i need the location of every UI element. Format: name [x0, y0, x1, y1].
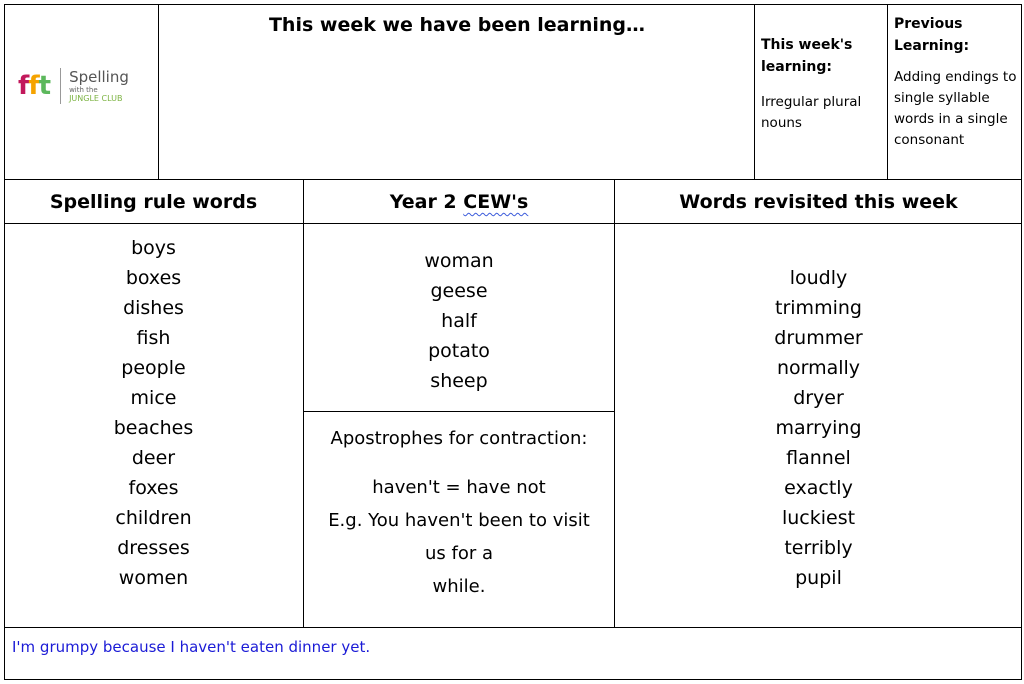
list-item: fish [136, 327, 171, 349]
list-item: sheep [430, 370, 488, 392]
list-item: people [121, 357, 186, 379]
list-item: exactly [784, 477, 853, 499]
list-item: half [441, 310, 477, 332]
list-item: children [115, 507, 192, 529]
revisited-heading: Words revisited this week [679, 191, 958, 213]
divider [4, 223, 1022, 224]
example-sentence: I'm grumpy because I haven't eaten dinner yet. [12, 638, 371, 656]
list-item: beaches [113, 417, 194, 439]
page-title: This week we have been learning… [268, 14, 646, 36]
list-item: foxes [128, 477, 179, 499]
divider [4, 627, 1022, 628]
this-week-learning [761, 34, 883, 134]
list-item: boys [131, 237, 176, 259]
divider [158, 4, 159, 179]
cew-heading-prefix: Year 2 [389, 191, 464, 213]
list-item: trimming [775, 297, 862, 319]
spelling-rule-heading: Spelling rule words [49, 191, 258, 213]
list-item: dishes [123, 297, 184, 319]
list-item: flannel [786, 447, 851, 469]
previous-learning [894, 13, 1018, 151]
logo-spelling-text: Spelling [69, 67, 129, 86]
list-item: terribly [784, 537, 853, 559]
list-item: geese [430, 280, 488, 302]
list-item: boxes [125, 267, 182, 289]
list-item: potato [428, 340, 490, 362]
apostrophe-rule: haven't = have not [372, 477, 546, 498]
divider [754, 4, 755, 179]
list-item: dryer [793, 387, 844, 409]
revisited-word-list [615, 263, 1022, 593]
this-week-text: Irregular plural nouns [761, 94, 862, 131]
logo-jungle-club-text: JUNGLE CLUB [69, 93, 123, 103]
cew-heading [304, 191, 614, 213]
apostrophes-box [304, 428, 614, 597]
cew-word-list [304, 246, 614, 396]
list-item: woman [424, 250, 494, 272]
logo-with-the-text: with the [69, 85, 98, 94]
list-item: mice [130, 387, 177, 409]
list-item: dresses [117, 537, 190, 559]
divider [4, 179, 1022, 180]
divider [303, 411, 614, 412]
spelling-rule-word-list [4, 233, 303, 593]
this-week-heading: This week's learning: [761, 37, 853, 75]
previous-heading: Previous Learning: [894, 16, 970, 54]
list-item: luckiest [781, 507, 856, 529]
fft-logo-mark: fft [18, 71, 51, 101]
list-item: women [118, 567, 189, 589]
fft-spelling-logo [18, 62, 148, 110]
apostrophes-heading: Apostrophes for contraction: [330, 428, 588, 449]
cew-heading-word: CEW's [463, 191, 529, 213]
apostrophe-example-line: while. [432, 576, 486, 597]
list-item: deer [131, 447, 176, 469]
apostrophe-example-line: us for a [424, 543, 493, 564]
list-item: pupil [795, 567, 842, 589]
logo-divider [60, 68, 61, 104]
list-item: marrying [775, 417, 862, 439]
list-item: loudly [789, 267, 848, 289]
apostrophe-example-line: E.g. You haven't been to visit [328, 510, 590, 531]
list-item: drummer [774, 327, 863, 349]
divider [887, 4, 888, 179]
previous-text: Adding endings to single syllable words in a single consonant [894, 69, 1017, 148]
list-item: normally [776, 357, 861, 379]
